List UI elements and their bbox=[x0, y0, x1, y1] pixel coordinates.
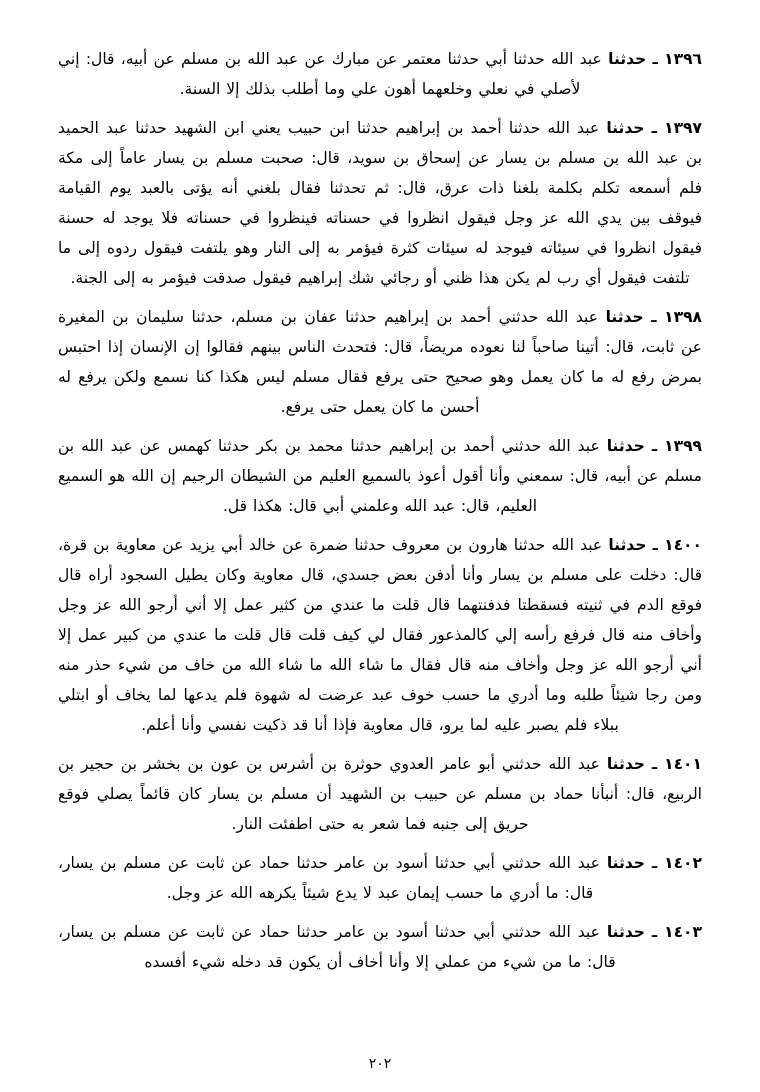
hadith-lead: حدثنا bbox=[605, 308, 644, 326]
hadith-paragraph bbox=[58, 44, 702, 104]
hadith-dash: ـ bbox=[651, 755, 658, 773]
hadith-lead: حدثنا bbox=[608, 536, 647, 554]
hadith-number: ١٤٠٣ bbox=[664, 923, 702, 941]
hadith-paragraph bbox=[58, 917, 702, 977]
hadith-paragraph bbox=[58, 113, 702, 293]
hadith-text: عبد الله حدثني أحمد بن إبراهيم حدثنا عفان بن مسلم، حدثنا سليمان بن المغيرة عن ثابت، قال: أتينا صاحباً لنا نعوده مريضاً، قال: فتحدث الناس بينهم فقالوا إن الإنسان إذا احتبس بمرض رفع له ما كان يعمل وهو صحيح حتى يرفع فقال مسلم ليس هكذا كنا نسمع ولكن يرفع له أحسن ما كان يعمل حتى يرفع. bbox=[58, 308, 702, 416]
hadith-text: عبد الله حدثنا أبي حدثنا معتمر عن مبارك عن عبد الله بن مسلم عن أبيه، قال: إني لأصلي في نعلي وخلعهما أهون علي وما أطلب بذلك إلا السنة. bbox=[58, 50, 602, 98]
hadith-number: ١٣٩٩ bbox=[664, 437, 702, 455]
hadith-text: عبد الله حدثنا أحمد بن إبراهيم حدثنا ابن حبيب يعني ابن الشهيد حدثنا عبد الحميد بن عبد الله بن مسلم بن يسار عن إسحاق بن سويد، قال: صحبت مسلم بن يسار عاماً إلى مكة فلم أسمعه تكلم بكلمة بلغنا ذات عرق، قال: ثم تحدثنا فقال بلغني أنه يؤتى بالعبد يوم القيامة فيوقف بين يدي الله عز وجل فيقول انظروا في حسناته فينظروا في حسناته فلا يوجد له حسنة فيقول انظروا في سيئاته فيوجد له سيئات كثرة فيؤمر به إلى النار وهو يلتفت فيقول ردوه إلى ما تلتفت فيقول أي رب لم يكن هذا ظني أو رجائي شك إبراهيم فيقول صدقت فيؤمر به إلى الجنة. bbox=[58, 119, 702, 287]
hadith-dash: ـ bbox=[652, 50, 658, 68]
hadith-lead: حدثنا bbox=[606, 854, 645, 872]
hadith-dash: ـ bbox=[651, 119, 657, 137]
document-body bbox=[58, 44, 702, 1042]
hadith-lead: حدثنا bbox=[606, 437, 645, 455]
hadith-lead: حدثنا bbox=[608, 50, 647, 68]
hadith-paragraph bbox=[58, 530, 702, 740]
hadith-lead: حدثنا bbox=[606, 755, 645, 773]
hadith-paragraph bbox=[58, 302, 702, 422]
hadith-number: ١٤٠٢ bbox=[664, 854, 702, 872]
hadith-paragraph bbox=[58, 749, 702, 839]
hadith-dash: ـ bbox=[651, 308, 657, 326]
hadith-number: ١٤٠٠ bbox=[664, 536, 702, 554]
hadith-number: ١٣٩٦ bbox=[664, 50, 702, 68]
hadith-dash: ـ bbox=[651, 437, 658, 455]
hadith-text: عبد الله حدثني أبي حدثنا أسود بن عامر حدثنا حماد عن ثابت عن مسلم بن يسار، قال: ما من شيء من عملي إلا وأنا أخاف أن يكون قد دخله شيء أفسده bbox=[58, 923, 616, 971]
hadith-text: عبد الله حدثني أحمد بن إبراهيم حدثنا محمد بن بكر حدثنا كهمس عن عبد الله بن مسلم عن أبيه، قال: سمعني وأنا أقول أعوذ بالسميع العليم من الشيطان الرجيم إن الله هو السميع العليم، قال: عبد الله وعلمني أبي قال: هكذا قل. bbox=[58, 437, 702, 515]
hadith-lead: حدثنا bbox=[606, 923, 645, 941]
hadith-paragraph bbox=[58, 431, 702, 521]
page-number: ٢٠٢ bbox=[368, 1056, 392, 1072]
hadith-dash: ـ bbox=[651, 854, 658, 872]
hadith-text: عبد الله حدثني أبو عامر العدوي حوثرة بن أشرس بن عون بن بخشر بن حجير بن الربيع، قال: أنبأنا حماد بن مسلم عن حبيب بن الشهيد أن مسلم بن يسار كان قائماً يصلي فوقع حريق إلى جنبه فما شعر به حتى اطفئت النار. bbox=[58, 755, 702, 833]
hadith-number: ١٣٩٧ bbox=[664, 119, 702, 137]
hadith-paragraph bbox=[58, 848, 702, 908]
hadith-number: ١٣٩٨ bbox=[664, 308, 703, 326]
hadith-dash: ـ bbox=[651, 923, 658, 941]
hadith-dash: ـ bbox=[652, 536, 658, 554]
hadith-text: عبد الله حدثنا هارون بن معروف حدثنا ضمرة عن خالد أبي يزيد عن معاوية بن قرة، قال: دخلت على مسلم بن يسار وأنا أدفن بعض جسدي، قال معاوية وكان يطيل السجود أراه قال فوقع الدم في ثنيته فسقطتا فدفنتهما قال قلت ما عندي من كثير عمل إلا أني أرجو الله عز وجل وأخاف منه قال فرفع رأسه إلي كالمذعور فقال لي كيف قلت قال قلت ما عندي من كبير عمل إلا أني أرجو الله عز وجل وأخاف منه قال فقال ما شاء الله ما شاء الله من خاف من شيء حذر منه ومن رجا شيئاً طلبه وما أدري ما حسب خوف عبد عرضت له شهوة فلم يدعها لما يخاف أو ابتلي ببلاء فلم يصبر عليه لما يرو، قال معاوية فإذا أنا قد ذكيت نفسي وأنا أعلم. bbox=[58, 536, 702, 734]
hadith-text: عبد الله حدثني أبي حدثنا أسود بن عامر حدثنا حماد عن ثابت عن مسلم بن يسار، قال: ما أدري ما حسب إيمان عبد لا يدع شيئاً يكرهه الله عز وجل. bbox=[58, 854, 600, 902]
hadith-lead: حدثنا bbox=[606, 119, 645, 137]
hadith-number: ١٤٠١ bbox=[664, 755, 702, 773]
